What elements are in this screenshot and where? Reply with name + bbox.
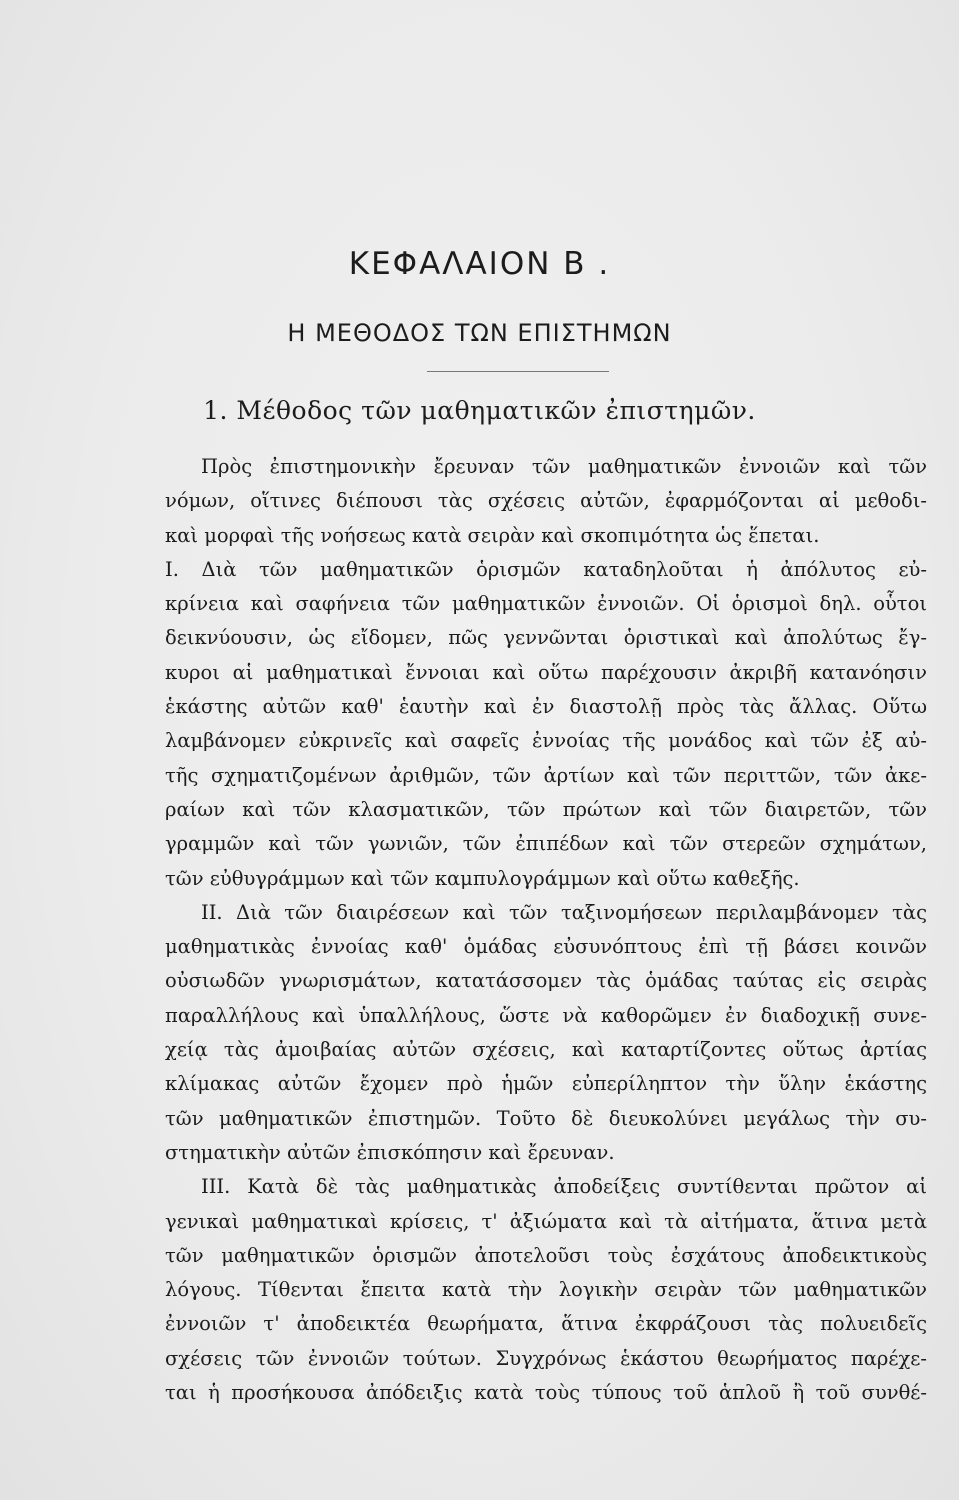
text-line: σχέσεις τῶν ἐννοιῶν τούτων. Συγχρόνως ἑκάστου θεωρήματος παρέχε- — [165, 1346, 927, 1370]
text-line: I. Διὰ τῶν μαθηματικῶν ὁρισμῶν καταδηλοῦται ἡ ἀπόλυτος εὐ- — [165, 557, 927, 581]
text-line: κρίνεια καὶ σαφήνεια τῶν μαθηματικῶν ἐννοιῶν. Οἱ ὁρισμοὶ δηλ. οὗτοι — [165, 592, 927, 616]
text-line: οὐσιωδῶν γνωρισμάτων, κατατάσσομεν τὰς ὁμάδας ταύτας εἰς σειρὰς — [165, 969, 927, 993]
text-line: ται ἡ προσήκουσα ἀπόδειξις κατὰ τοὺς τύπους τοῦ ἁπλοῦ ἢ τοῦ συνθέ- — [165, 1381, 927, 1405]
text-line: κλίμακας αὐτῶν ἔχομεν πρὸ ἡμῶν εὐπερίληπτον τὴν ὕλην ἑκάστης — [165, 1072, 927, 1096]
text-line: τῶν μαθηματικῶν ὁρισμῶν ἀποτελοῦσι τοὺς ἐσχάτους ἀποδεικτικοὺς — [165, 1243, 927, 1267]
chapter-title: ΚΕΦΑΛΑΙΟΝ Β . — [348, 246, 611, 282]
text-line: κυροι αἱ μαθηματικαὶ ἔννοιαι καὶ οὕτω παρέχουσιν ἀκριβῆ κατανόησιν — [165, 660, 927, 684]
text-line: γενικαὶ μαθηματικαὶ κρίσεις, τ' ἀξιώματα καὶ τὰ αἰτήματα, ἅτινα μετὰ — [165, 1209, 927, 1233]
text-line: III. Κατὰ δὲ τὰς μαθηματικὰς ἀποδείξεις συντίθενται πρῶτον αἱ — [201, 1175, 927, 1199]
text-line: τῶν εὐθυγράμμων καὶ τῶν καμπυλογράμμων καὶ οὕτω καθεξῆς. — [165, 866, 800, 890]
text-line: λόγους. Τίθενται ἔπειτα κατὰ τὴν λογικὴν σειρὰν τῶν μαθηματικῶν — [165, 1278, 927, 1302]
subsection-title: 1. Μέθοδος τῶν μαθηματικῶν ἐπιστημῶν. — [203, 396, 756, 425]
text-line: τῶν μαθηματικῶν ἐπιστημῶν. Τοῦτο δὲ διευκολύνει μεγάλως τὴν συ- — [165, 1106, 927, 1130]
text-line: δεικνύουσιν, ὡς εἴδομεν, πῶς γεννῶνται ὁριστικαὶ καὶ ἀπολύτως ἔγ- — [165, 626, 927, 650]
text-line: τῆς σχηματιζομένων ἀριθμῶν, τῶν ἀρτίων καὶ τῶν περιττῶν, τῶν ἀκε- — [165, 763, 927, 787]
title-divider — [427, 371, 609, 372]
text-line: παραλλήλους καὶ ὑπαλλήλους, ὥστε νὰ καθορῶμεν ἐν διαδοχικῇ συνε- — [165, 1003, 927, 1027]
text-line: ἐννοιῶν τ' ἀποδεικτέα θεωρήματα, ἅτινα ἐκφράζουσι τὰς πολυειδεῖς — [165, 1312, 927, 1336]
text-line: γραμμῶν καὶ τῶν γωνιῶν, τῶν ἐπιπέδων καὶ τῶν στερεῶν σχημάτων, — [165, 832, 927, 856]
text-line: ραίων καὶ τῶν κλασματικῶν, τῶν πρώτων καὶ τῶν διαιρετῶν, τῶν — [165, 797, 927, 821]
text-line: στηματικὴν αὐτῶν ἐπισκόπησιν καὶ ἔρευναν. — [165, 1140, 615, 1164]
text-line: II. Διὰ τῶν διαιρέσεων καὶ τῶν ταξινομήσεων περιλαμβάνομεν τὰς — [201, 900, 927, 924]
text-line: νόμων, οἵτινες διέπουσι τὰς σχέσεις αὐτῶν, ἐφαρμόζονται αἱ μεθοδι- — [165, 489, 927, 513]
text-line: Πρὸς ἐπιστημονικὴν ἔρευναν τῶν μαθηματικῶν ἐννοιῶν καὶ τῶν — [201, 455, 927, 478]
text-line: λαμβάνομεν εὐκρινεῖς καὶ σαφεῖς ἐννοίας τῆς μονάδος καὶ τῶν ἐξ αὐ- — [165, 729, 927, 753]
text-line: καὶ μορφαὶ τῆς νοήσεως κατὰ σειρὰν καὶ σκοπιμότητα ὡς ἕπεται. — [165, 523, 820, 547]
section-title: Η ΜΕΘΟΔΟΣ ΤΩΝ ΕΠΙΣΤΗΜΩΝ — [287, 319, 672, 347]
text-line: χείᾳ τὰς ἀμοιβαίας αὐτῶν σχέσεις, καὶ καταρτίζοντες οὕτως ἀρτίας — [165, 1038, 927, 1062]
text-line: μαθηματικὰς ἐννοίας καθ' ὁμάδας εὐσυνόπτους ἐπὶ τῇ βάσει κοινῶν — [165, 935, 927, 959]
body-text — [165, 450, 927, 1410]
text-line: ἑκάστης αὐτῶν καθ' ἑαυτὴν καὶ ἐν διαστολῇ πρὸς τὰς ἄλλας. Οὕτω — [165, 695, 927, 719]
